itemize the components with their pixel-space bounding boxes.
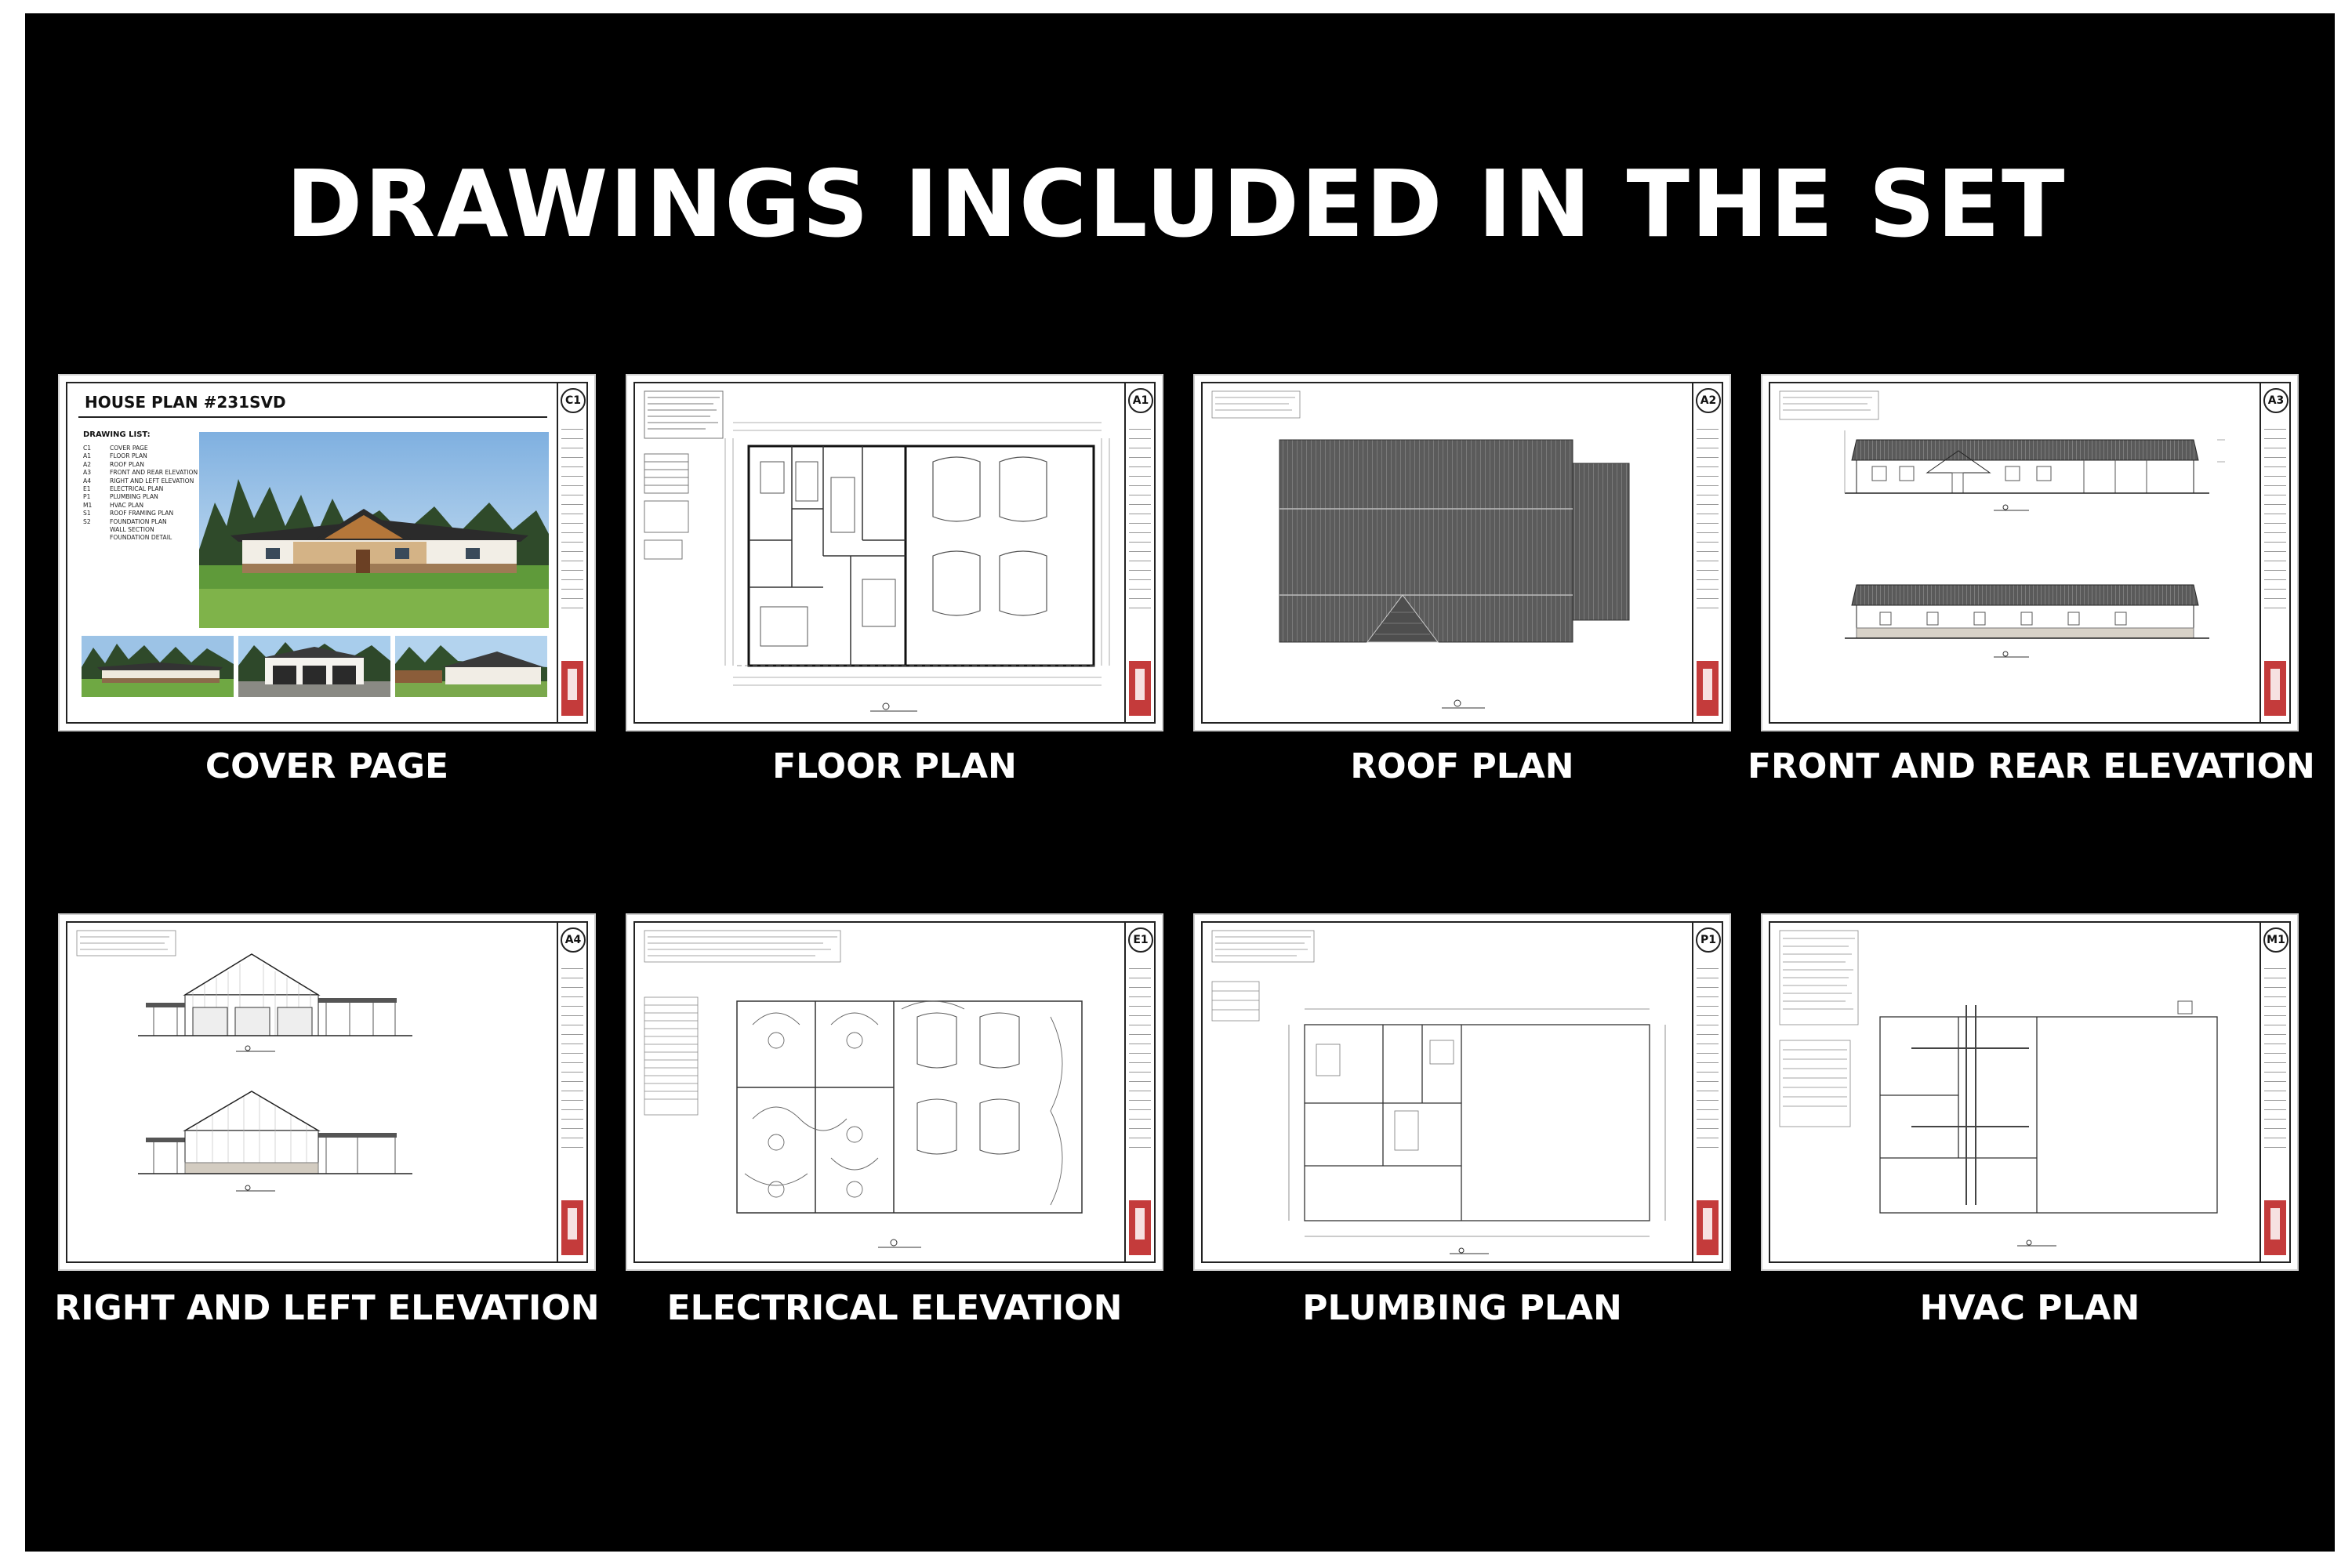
title-block: [557, 923, 586, 1261]
hvac-plan-drawing: [1770, 923, 2256, 1265]
page-title: DRAWINGS INCLUDED IN THE SET: [285, 150, 2067, 258]
drawing-list: [83, 445, 209, 543]
caption-plumbing-plan: PLUMBING PLAN: [1302, 1288, 1622, 1328]
logo-stamp: [1697, 661, 1719, 716]
electrical-plan-drawing: [635, 923, 1121, 1265]
title-block: [2259, 383, 2289, 722]
floor-plan-drawing: [635, 383, 1121, 725]
list-item: C1 COVER PAGE: [83, 445, 148, 452]
roof-plan-drawing: [1203, 383, 1689, 725]
title-block: [1124, 923, 1154, 1261]
list-item: A3 FRONT AND REAR ELEVATION: [83, 469, 198, 477]
list-item: S2 FOUNDATION PLAN: [83, 517, 167, 525]
sheet-number: A1: [1128, 388, 1153, 413]
sheet-number: A4: [561, 927, 586, 953]
caption-floor-plan: FLOOR PLAN: [772, 746, 1017, 786]
divider: [78, 416, 547, 418]
right-left-elevation-drawing: [67, 923, 554, 1265]
house-rendering: [199, 432, 549, 628]
list-item: A4 RIGHT AND LEFT ELEVATION: [83, 477, 194, 485]
sheet-number: E1: [1128, 927, 1153, 953]
sheet-floor-plan[interactable]: [626, 374, 1163, 731]
drawing-list-heading: DRAWING LIST:: [83, 430, 151, 439]
sheet-number: A3: [2263, 388, 2288, 413]
logo-stamp: [561, 1200, 583, 1255]
logo-stamp: [1129, 661, 1151, 716]
caption-front-rear-elevation: FRONT AND REAR ELEVATION: [1748, 746, 2315, 786]
sheet-hvac[interactable]: [1761, 913, 2299, 1271]
title-block: [1692, 383, 1722, 722]
garage-rendering: [238, 636, 390, 697]
list-item: S1 ROOF FRAMING PLAN: [83, 510, 174, 517]
logo-stamp: [1129, 1200, 1151, 1255]
title-block: [1124, 383, 1154, 722]
front-rear-elevation-drawing: [1770, 383, 2256, 725]
logo-stamp: [2264, 1200, 2286, 1255]
plumbing-plan-drawing: [1203, 923, 1689, 1265]
sheet-right-left-elevation[interactable]: [58, 913, 596, 1271]
sheet-front-rear-elevation[interactable]: [1761, 374, 2299, 731]
title-block: [1692, 923, 1722, 1261]
sheet-number: C1: [561, 388, 586, 413]
list-item: A1 FLOOR PLAN: [83, 452, 147, 460]
title-block: [2259, 923, 2289, 1261]
sheet-cover-page[interactable]: [58, 374, 596, 731]
caption-cover-page: COVER PAGE: [205, 746, 449, 786]
sheet-number: A2: [1696, 388, 1721, 413]
caption-right-left-elevation: RIGHT AND LEFT ELEVATION: [54, 1288, 600, 1328]
cover-heading: HOUSE PLAN #231SVD: [85, 393, 286, 412]
caption-electrical: ELECTRICAL ELEVATION: [666, 1288, 1123, 1328]
title-block: [557, 383, 586, 722]
sheet-number: M1: [2263, 927, 2288, 953]
sheet-electrical[interactable]: [626, 913, 1163, 1271]
list-item: A2 ROOF PLAN: [83, 460, 144, 468]
list-item: WALL SECTION: [110, 526, 154, 534]
caption-hvac-plan: HVAC PLAN: [1919, 1288, 2140, 1328]
logo-stamp: [1697, 1200, 1719, 1255]
list-item: P1 PLUMBING PLAN: [83, 493, 158, 501]
sheet-plumbing[interactable]: [1193, 913, 1731, 1271]
rear-rendering: [82, 636, 234, 697]
list-item: M1 HVAC PLAN: [83, 501, 144, 509]
list-item: E1 ELECTRICAL PLAN: [83, 485, 164, 493]
side-rendering: [395, 636, 547, 697]
logo-stamp: [561, 661, 583, 716]
sheet-number: P1: [1696, 927, 1721, 953]
logo-stamp: [2264, 661, 2286, 716]
caption-roof-plan: ROOF PLAN: [1350, 746, 1574, 786]
sheet-roof-plan[interactable]: [1193, 374, 1731, 731]
list-item: FOUNDATION DETAIL: [110, 534, 172, 542]
